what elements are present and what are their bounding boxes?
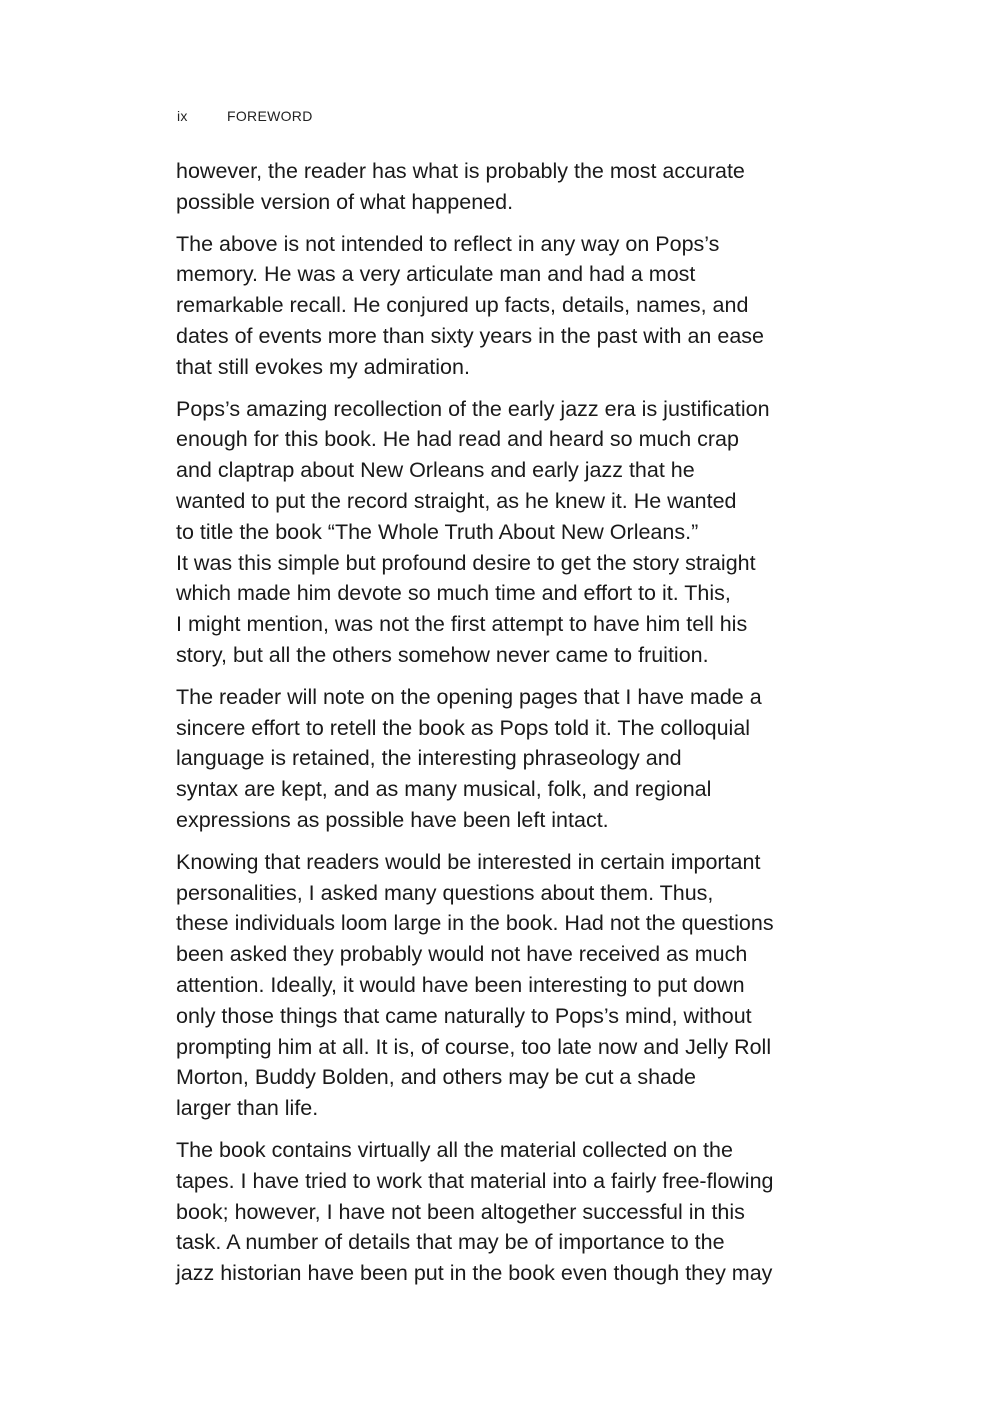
- text-line: these individuals loom large in the book. Had not the questions: [176, 911, 774, 936]
- text-line: I might mention, was not the first attempt to have him tell his: [176, 612, 748, 637]
- paragraph: [176, 229, 836, 383]
- text-line: however, the reader has what is probably the most accurate: [176, 159, 745, 183]
- text-line: syntax are kept, and as many musical, folk, and regional: [176, 777, 712, 802]
- text-line: memory. He was a very articulate man and had a most: [176, 262, 696, 287]
- text-line: The above is not intended to reflect in any way on Pops’s: [176, 231, 720, 256]
- text-line: task. A number of details that may be of importance to the: [176, 1230, 725, 1255]
- text-line: expressions as possible have been left intact.: [176, 807, 609, 832]
- text-line: personalities, I asked many questions about them. Thus,: [176, 880, 714, 905]
- paragraph: [176, 156, 836, 218]
- text-line: The reader will note on the opening pages that I have made a: [176, 684, 762, 709]
- text-line: sincere effort to retell the book as Pops told it. The colloquial: [176, 715, 751, 740]
- text-line: possible version of what happened.: [176, 189, 514, 214]
- text-line: that still evokes my admiration.: [176, 354, 470, 379]
- text-line: It was this simple but profound desire to get the story straight: [176, 550, 756, 575]
- text-line: language is retained, the interesting phraseology and: [176, 746, 682, 771]
- text-line: only those things that came naturally to Pops’s mind, without: [176, 1003, 752, 1028]
- section-title: FOREWORD: [227, 108, 313, 124]
- text-line: The book contains virtually all the material collected on the: [176, 1137, 733, 1162]
- text-line: which made him devote so much time and effort to it. This,: [176, 581, 731, 606]
- paragraph: [176, 682, 836, 836]
- text-line: enough for this book. He had read and heard so much crap: [176, 427, 739, 452]
- paragraph: [176, 847, 836, 1124]
- page-number: ix: [177, 108, 188, 124]
- text-line: been asked they probably would not have received as much: [176, 942, 748, 967]
- text-line: remarkable recall. He conjured up facts, details, names, and: [176, 293, 749, 318]
- text-line: jazz historian have been put in the book even though they may: [176, 1261, 773, 1286]
- running-head: [177, 108, 313, 124]
- text-line: Pops’s amazing recollection of the early jazz era is justification: [176, 396, 770, 421]
- text-line: dates of events more than sixty years in the past with an ease: [176, 323, 764, 348]
- text-line: tapes. I have tried to work that material into a fairly free-flowing: [176, 1168, 774, 1193]
- text-line: wanted to put the record straight, as he knew it. He wanted: [176, 488, 737, 513]
- text-line: and claptrap about New Orleans and early jazz that he: [176, 458, 695, 483]
- text-line: to title the book “The Whole Truth About New Orleans.”: [176, 519, 699, 544]
- text-line: prompting him at all. It is, of course, too late now and Jelly Roll: [176, 1034, 772, 1059]
- body-text: [176, 156, 836, 1300]
- text-line: attention. Ideally, it would have been interesting to put down: [176, 972, 745, 997]
- text-line: larger than life.: [176, 1096, 319, 1121]
- text-line: Knowing that readers would be interested in certain important: [176, 849, 761, 874]
- text-line: story, but all the others somehow never came to fruition.: [176, 642, 709, 667]
- text-line: Morton, Buddy Bolden, and others may be cut a shade: [176, 1065, 696, 1090]
- paragraph: [176, 394, 836, 671]
- text-line: book; however, I have not been altogether successful in this: [176, 1199, 745, 1224]
- paragraph: [176, 1135, 836, 1289]
